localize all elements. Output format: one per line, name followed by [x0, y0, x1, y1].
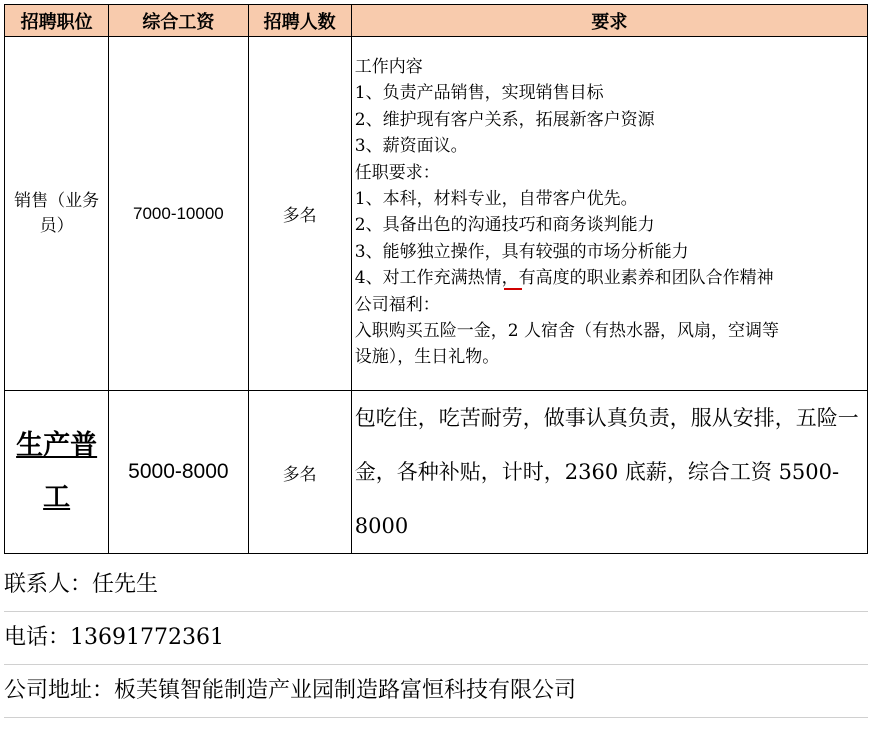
contact-phone: 电话：13691772361: [4, 611, 868, 665]
requirement-line: 设施），生日礼物。: [354, 347, 500, 368]
header-requirements: 要求: [351, 5, 867, 37]
requirement-line: 3、能够独立操作，具有较强的市场分析能力: [354, 241, 689, 262]
recruitment-sheet: [4, 4, 868, 554]
header-salary: 综合工资: [109, 5, 248, 37]
count-cell: 多名: [248, 391, 351, 554]
requirements-cell: 包吃住，吃苦耐劳，做事认真负责，服从安排，五险一金，各种补贴，计时，2360 底薪，综合工资 5500-8000: [351, 391, 867, 554]
requirement-line: 2、维护现有客户关系，拓展新客户资源: [354, 109, 655, 130]
contact-person: 联系人：任先生: [4, 558, 868, 612]
header-position: 招聘职位: [5, 5, 109, 37]
table-row: [5, 37, 868, 391]
requirement-line: 工作内容: [354, 57, 423, 77]
requirement-line: 任职要求：: [354, 162, 440, 183]
position-cell: 生产普工: [5, 391, 109, 554]
error-underline-mark: ，: [501, 268, 519, 289]
header-count: 招聘人数: [248, 5, 351, 37]
requirement-line: 公司福利：: [354, 294, 440, 315]
table-row: [5, 391, 868, 554]
salary-cell: 5000-8000: [109, 391, 248, 554]
requirement-line: 1、负责产品销售，实现销售目标: [354, 83, 604, 104]
requirement-line: 入职购买五险一金，2 人宿舍（有热水器，风扇，空调等: [354, 321, 779, 342]
requirement-line: 2、具备出色的沟通技巧和商务谈判能力: [354, 215, 655, 236]
requirements-cell: [351, 37, 867, 391]
recruitment-table: [4, 4, 868, 554]
count-cell: 多名: [248, 37, 351, 391]
requirement-line: 1、本科，材料专业，自带客户优先。: [354, 189, 638, 210]
requirement-line: 4、对工作充满热情，有高度的职业素养和团队合作精神: [354, 268, 774, 289]
salary-cell: 7000-10000: [109, 37, 248, 391]
position-cell: 销售（业务员）: [5, 37, 109, 391]
company-address: 公司地址：板芙镇智能制造产业园制造路富恒科技有限公司: [4, 664, 868, 718]
requirement-line: 3、薪资面议。: [354, 136, 468, 157]
table-header-row: [5, 5, 868, 37]
